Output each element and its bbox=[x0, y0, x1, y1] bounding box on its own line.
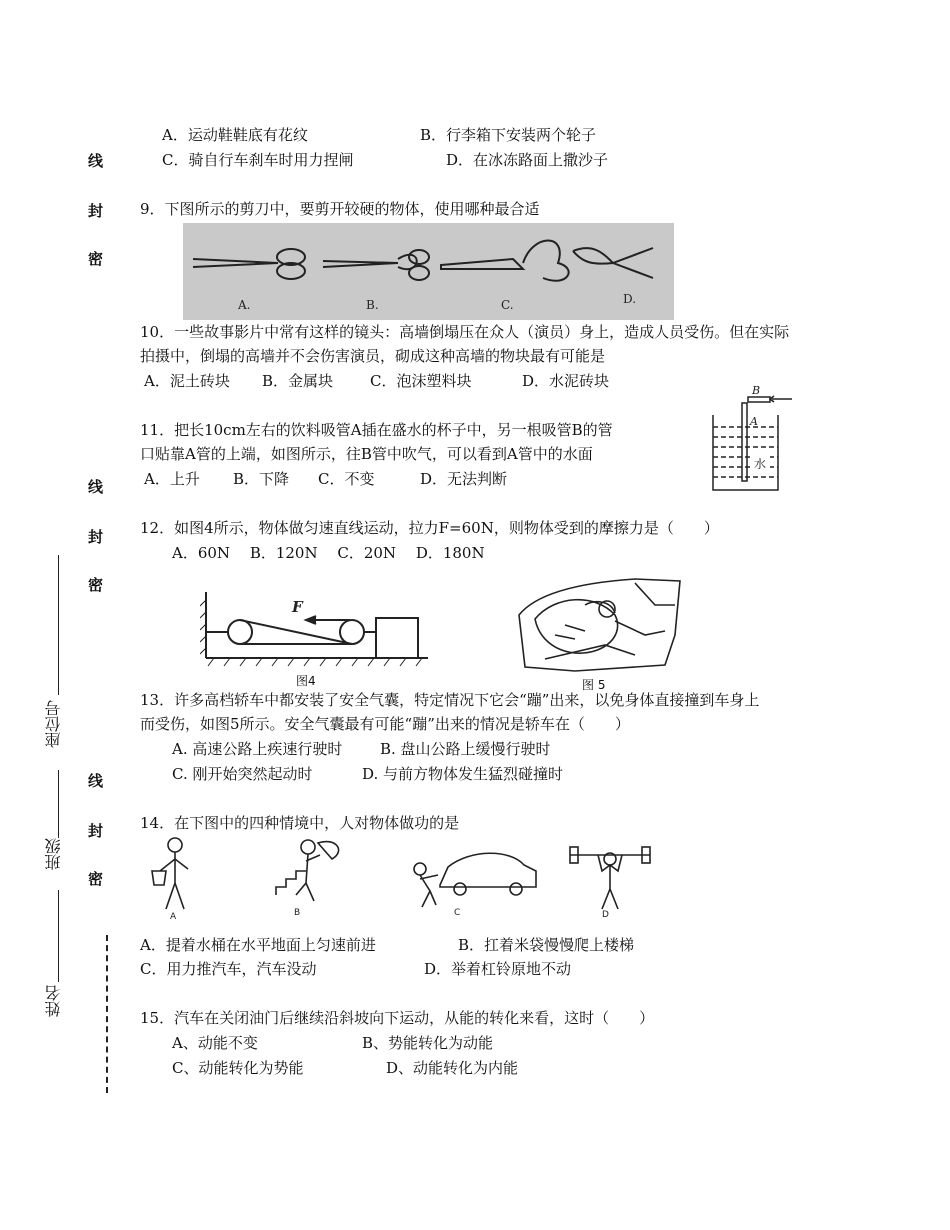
q8-option-b: B．行李箱下安装两个轮子 bbox=[420, 126, 597, 144]
class-underline bbox=[58, 770, 59, 838]
q15-option-c: C、动能转化为势能 bbox=[172, 1059, 304, 1077]
q10-stem-line1: 10．一些故事影片中常有这样的镜头：高墙倒塌压在众人（演员）身上，造成人员受伤。但在实际 bbox=[140, 323, 790, 341]
q13-option-a: A. 高速公路上疾速行驶时 bbox=[172, 740, 343, 758]
scissors-label-c: C. bbox=[501, 298, 514, 312]
q10-option-a: A．泥土砖块 bbox=[144, 372, 230, 390]
seal-char-close: 密 bbox=[88, 250, 104, 268]
q15-option-b: B、势能转化为动能 bbox=[362, 1034, 494, 1052]
q11-straw-cup-figure bbox=[708, 385, 803, 495]
scissors-label-d: D. bbox=[623, 292, 637, 306]
q14-scene-label-a: A bbox=[170, 912, 177, 922]
seal-char-line: 线 bbox=[88, 152, 104, 170]
q11-label-water: 水 bbox=[754, 457, 767, 471]
q9-stem: 9．下图所示的剪刀中，要剪开较硬的物体，使用哪种最合适 bbox=[140, 200, 540, 218]
q11-option-a: A．上升 bbox=[144, 470, 200, 488]
q11-label-b: B bbox=[752, 385, 761, 397]
q14-option-d: D．举着杠铃原地不动 bbox=[424, 960, 572, 978]
q13-option-b: B. 盘山公路上缓慢行驶时 bbox=[380, 740, 551, 758]
q14-option-c: C．用力推汽车，汽车没动 bbox=[140, 960, 317, 978]
q9-scissors-figure bbox=[183, 223, 674, 320]
seat-label: 座位号 bbox=[44, 700, 63, 748]
seal-char-seal: 封 bbox=[88, 528, 104, 546]
seal-char-line: 线 bbox=[88, 772, 104, 790]
q14-scenes-figure bbox=[140, 835, 680, 923]
q11-option-d: D．无法判断 bbox=[420, 470, 508, 488]
q11-stem-line2: 口贴靠A管的上端，如图所示，往B管中吹气，可以看到A管中的水面 bbox=[140, 445, 593, 463]
scissors-label-b: B. bbox=[366, 298, 379, 312]
q12-pulley-figure bbox=[200, 588, 432, 688]
q11-option-b: B．下降 bbox=[233, 470, 290, 488]
q15-stem: 15．汽车在关闭油门后继续沿斜坡向下运动，从能的转化来看，这时（ ） bbox=[140, 1009, 655, 1027]
q8-option-d: D．在冰冻路面上撒沙子 bbox=[446, 151, 609, 169]
seal-char-seal: 封 bbox=[88, 822, 104, 840]
name-underline bbox=[58, 890, 59, 982]
scissors-illustration bbox=[183, 223, 674, 320]
q10-stem-line2: 拍摄中，倒塌的高墙并不会伤害演员，砌成这种高墙的物块最有可能是 bbox=[140, 347, 606, 365]
q12-force-label: F bbox=[292, 598, 303, 616]
class-label: 班级 bbox=[44, 838, 63, 870]
q10-option-d: D．水泥砖块 bbox=[522, 372, 610, 390]
seal-char-line: 线 bbox=[88, 478, 104, 496]
q14-stem: 14．在下图中的四种情境中，人对物体做功的是 bbox=[140, 814, 460, 832]
q13-stem-line2: 而受伤，如图5所示。安全气囊最有可能“蹦”出来的情况是轿车在（ ） bbox=[140, 715, 630, 733]
q14-option-a: A．提着水桶在水平地面上匀速前进 bbox=[140, 936, 376, 954]
q12-stem: 12．如图4所示，物体做匀速直线运动，拉力F=60N，则物体受到的摩擦力是（ ） bbox=[140, 519, 719, 537]
q13-option-c: C. 刚开始突然起动时 bbox=[172, 765, 313, 783]
fig4-caption: 图4 bbox=[296, 674, 316, 688]
q15-option-a: A、动能不变 bbox=[172, 1034, 258, 1052]
q11-option-c: C．不变 bbox=[318, 470, 375, 488]
fig5-caption: 图 5 bbox=[582, 678, 606, 692]
q14-scene-label-b: B bbox=[294, 908, 301, 918]
scissors-label-a: A. bbox=[238, 298, 251, 312]
q10-option-b: B．金属块 bbox=[262, 372, 334, 390]
q14-scene-label-d: D bbox=[602, 910, 609, 920]
name-label: 姓名 bbox=[44, 985, 63, 1017]
q8-option-c: C．骑自行车刹车时用力捏闸 bbox=[162, 151, 354, 169]
q15-option-d: D、动能转化为内能 bbox=[386, 1059, 519, 1077]
q14-scene-label-c: C bbox=[454, 908, 461, 918]
q13-airbag-figure bbox=[515, 575, 685, 675]
q11-label-a: A bbox=[750, 415, 758, 428]
seat-underline bbox=[58, 555, 59, 695]
q14-option-b: B．扛着米袋慢慢爬上楼梯 bbox=[458, 936, 635, 954]
q8-option-a: A．运动鞋鞋底有花纹 bbox=[162, 126, 308, 144]
binding-cut-line bbox=[106, 935, 108, 1093]
q12-options: A．60N B．120N C．20N D．180N bbox=[172, 544, 485, 562]
seal-char-close: 密 bbox=[88, 576, 104, 594]
q10-option-c: C．泡沫塑料块 bbox=[370, 372, 472, 390]
seal-char-close: 密 bbox=[88, 870, 104, 888]
seal-char-seal: 封 bbox=[88, 202, 104, 220]
q11-stem-line1: 11．把长10cm左右的饮料吸管A插在盛水的杯子中，另一根吸管B的管 bbox=[140, 421, 613, 439]
q13-stem-line1: 13．许多高档轿车中都安装了安全气囊，特定情况下它会“蹦”出来，以免身体直接撞到车身上 bbox=[140, 691, 760, 709]
q13-option-d: D. 与前方物体发生猛烈碰撞时 bbox=[362, 765, 564, 783]
